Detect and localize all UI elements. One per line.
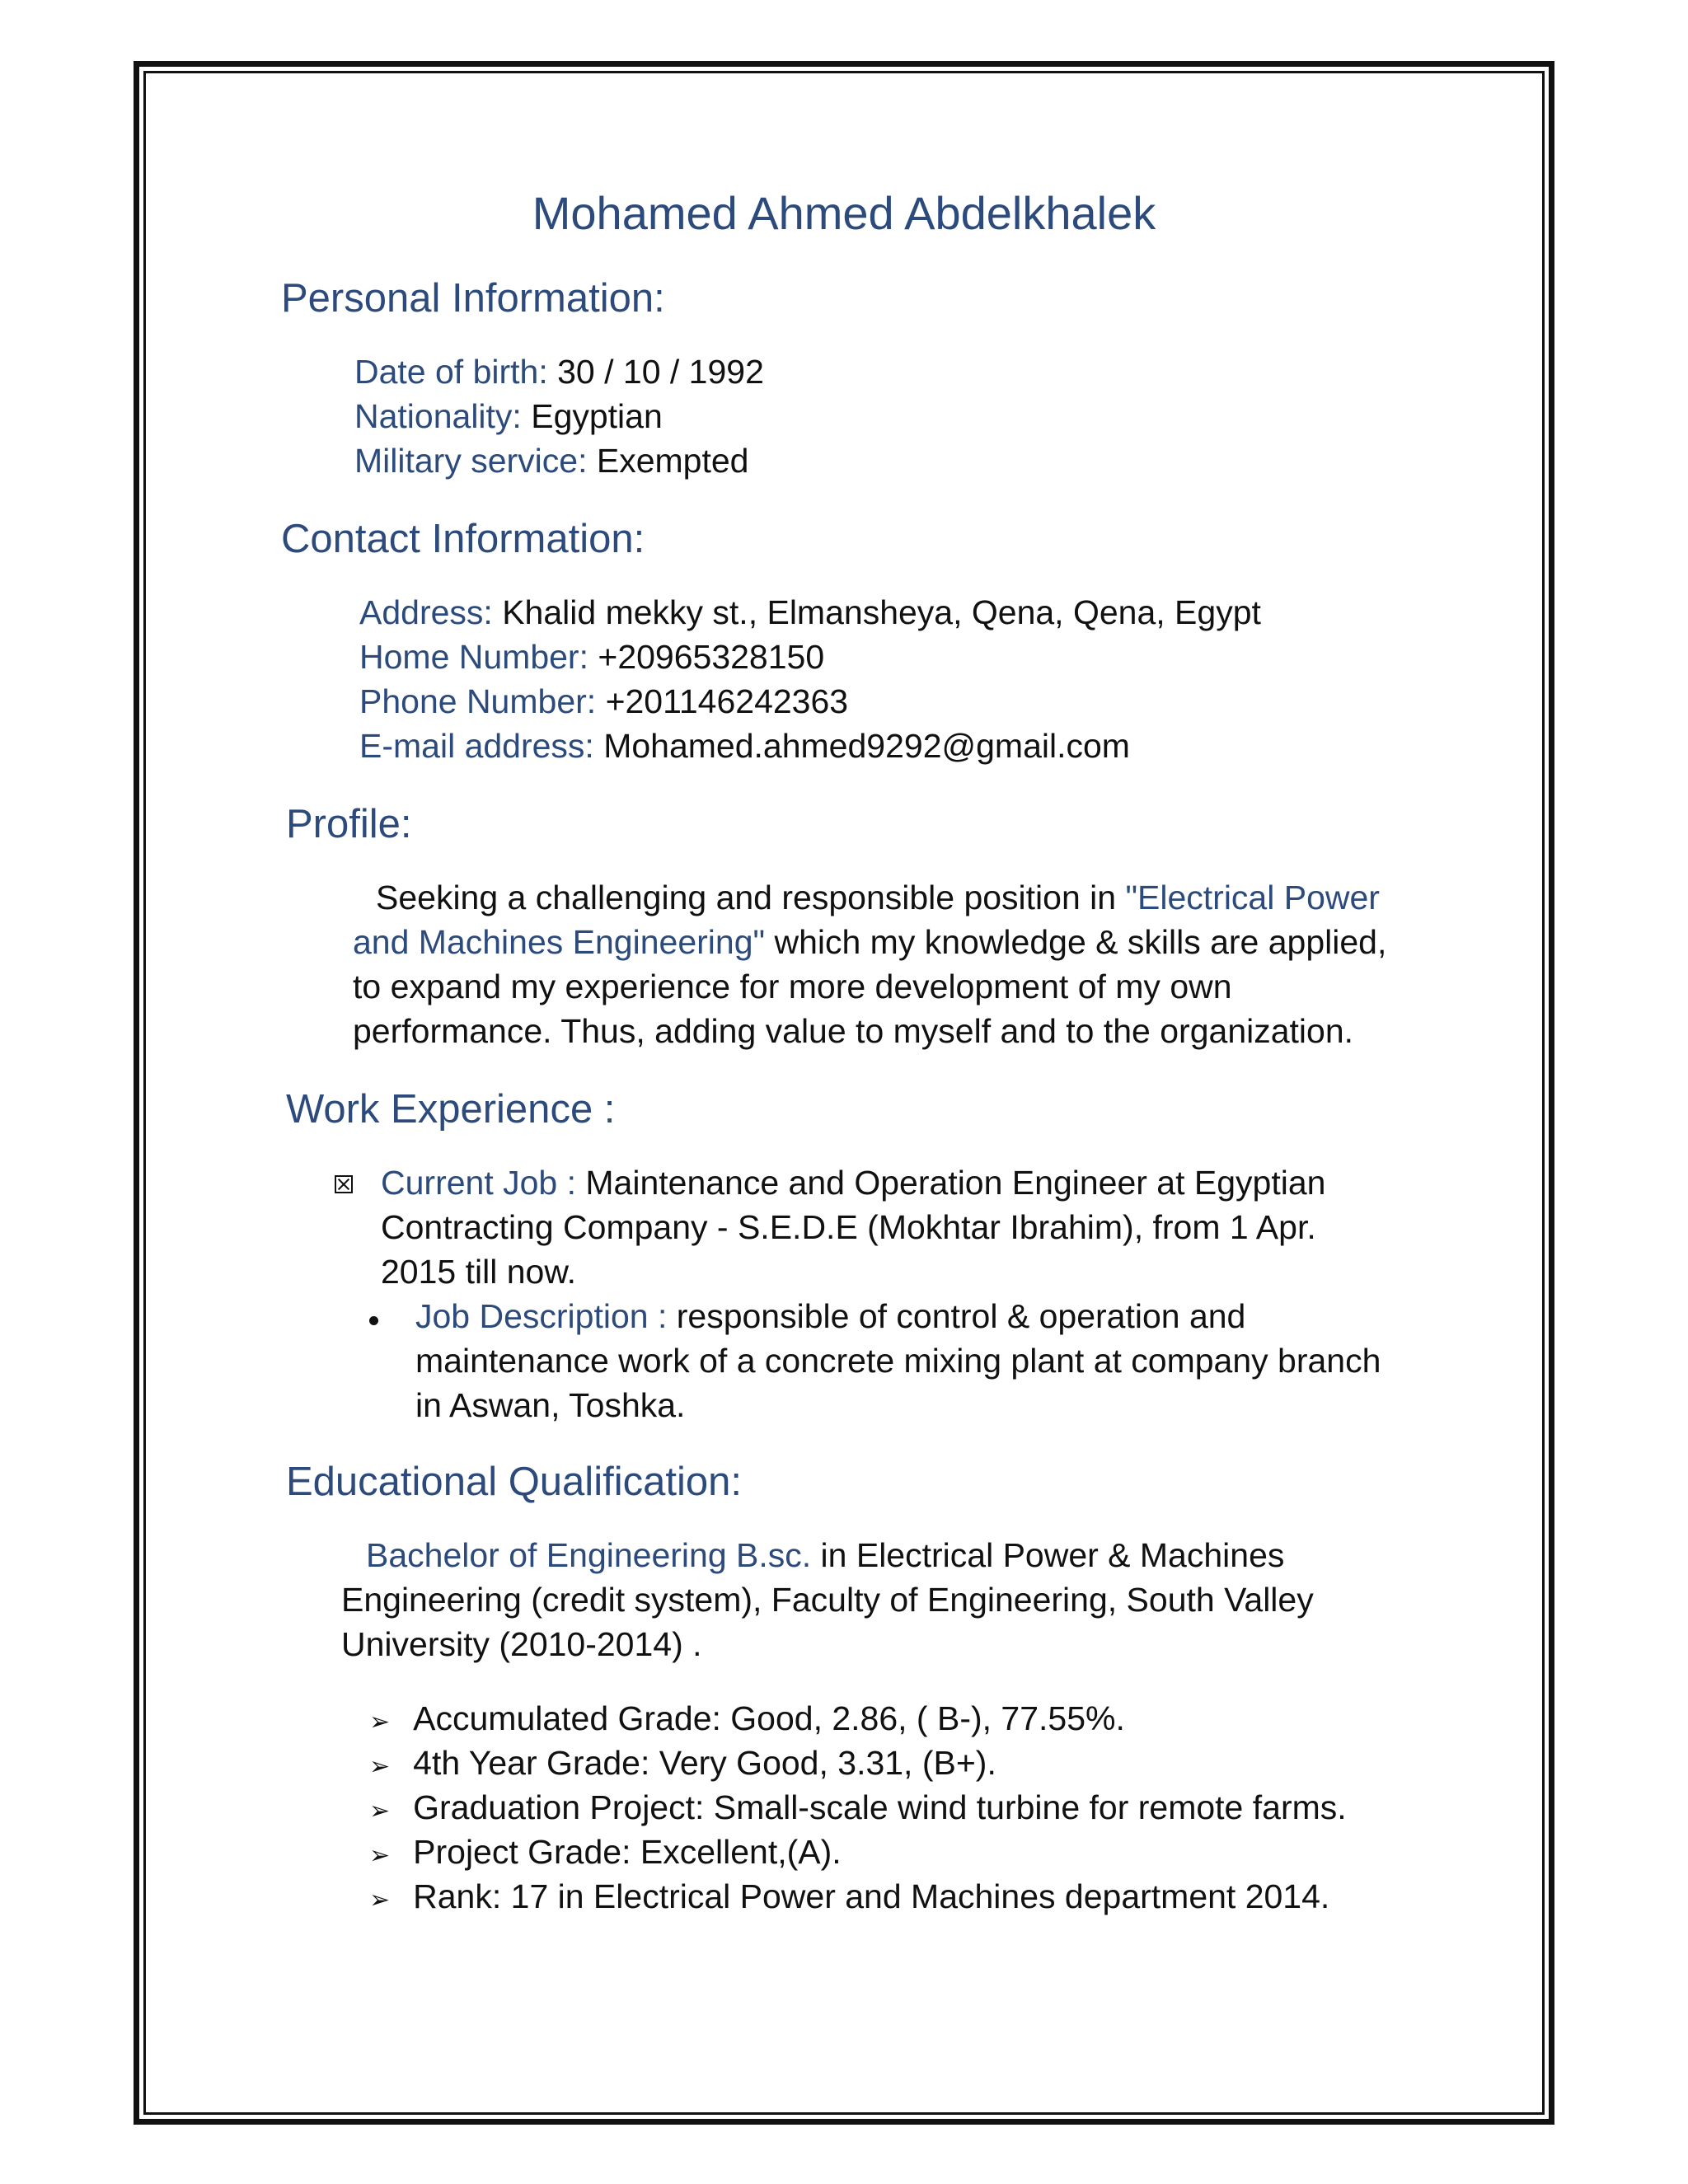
contact-heading: Contact Information: bbox=[281, 517, 645, 561]
education-bullet-1: 4th Year Grade: Very Good, 3.31, (B+). bbox=[413, 1744, 996, 1782]
arrow-bullet-icon: ➢ bbox=[369, 1797, 391, 1825]
work-heading: Work Experience : bbox=[286, 1087, 616, 1132]
current-job-text: Maintenance and Operation Engineer at Egyptian Contracting Company - S.E.D.E (Mokhtar Ibrahim), from 1 Apr. 2015 till now. bbox=[381, 1164, 1326, 1291]
current-job-label: Current Job : bbox=[381, 1164, 576, 1202]
email-label: E-mail address: bbox=[359, 727, 594, 765]
list-item bbox=[369, 1785, 1347, 1834]
contact-email bbox=[359, 724, 1130, 768]
education-bullet-0: Accumulated Grade: Good, 2.86, ( B-), 77.55%. bbox=[413, 1699, 1125, 1737]
personal-heading: Personal Information: bbox=[281, 276, 665, 321]
home-number-value: +20965328150 bbox=[588, 638, 825, 676]
personal-dob bbox=[354, 349, 764, 394]
home-number-label: Home Number: bbox=[359, 638, 588, 676]
address-value: Khalid mekky st., Elmansheya, Qena, Qena, Egypt bbox=[492, 593, 1261, 631]
personal-military bbox=[354, 438, 748, 483]
list-item bbox=[369, 1741, 996, 1789]
education-bullet-3: Project Grade: Excellent,(A). bbox=[413, 1833, 842, 1871]
nationality-value: Egyptian bbox=[521, 397, 663, 435]
list-item bbox=[369, 1830, 842, 1878]
address-label: Address: bbox=[359, 593, 493, 631]
arrow-bullet-icon: ➢ bbox=[369, 1842, 391, 1869]
job-description bbox=[415, 1294, 1396, 1427]
arrow-bullet-icon: ➢ bbox=[369, 1753, 391, 1780]
list-item bbox=[369, 1696, 1125, 1745]
degree-paragraph bbox=[341, 1533, 1380, 1666]
education-heading: Educational Qualification: bbox=[286, 1460, 742, 1504]
phone-number-value: +201146242363 bbox=[596, 682, 849, 720]
job-description-text: responsible of control & operation and maintenance work of a concrete mixing plant at company branch in Aswan, Toshka. bbox=[415, 1297, 1381, 1424]
education-bullet-4: Rank: 17 in Electrical Power and Machines department 2014. bbox=[413, 1877, 1330, 1915]
checkbox-bullet-icon bbox=[335, 1175, 353, 1197]
current-job bbox=[381, 1160, 1386, 1294]
nationality-label: Nationality: bbox=[354, 397, 522, 435]
contact-address bbox=[359, 590, 1261, 635]
arrow-bullet-icon: ➢ bbox=[369, 1886, 391, 1914]
contact-home-number bbox=[359, 635, 824, 679]
profile-text-after: which my knowledge & skills are applied, to expand my experience for more development of my own performance. Thus, adding value to myself and to the organization. bbox=[353, 923, 1387, 1050]
military-value: Exempted bbox=[587, 442, 749, 480]
contact-phone-number bbox=[359, 679, 848, 724]
personal-nationality bbox=[354, 394, 663, 438]
list-item bbox=[369, 1874, 1329, 1923]
phone-number-label: Phone Number: bbox=[359, 682, 597, 720]
military-label: Military service: bbox=[354, 442, 588, 480]
job-description-label: Job Description : bbox=[415, 1297, 668, 1335]
arrow-bullet-icon: ➢ bbox=[369, 1708, 391, 1736]
resume-name: Mohamed Ahmed Abdelkhalek bbox=[532, 187, 1156, 239]
dot-bullet-icon bbox=[369, 1315, 378, 1329]
education-bullet-2: Graduation Project: Small-scale wind turbine for remote farms. bbox=[413, 1788, 1347, 1826]
profile-heading: Profile: bbox=[286, 802, 412, 846]
profile-highlight: "Electrical Power and Machines Engineering" bbox=[353, 879, 1380, 961]
dob-label: Date of birth: bbox=[354, 353, 548, 391]
degree-text: in Electrical Power & Machines Engineering (credit system), Faculty of Engineering, South Valley University (2010-2014) . bbox=[341, 1536, 1314, 1663]
profile-text-before: Seeking a challenging and responsible position in bbox=[376, 879, 1126, 916]
dob-value: 30 / 10 / 1992 bbox=[547, 353, 764, 391]
profile-paragraph bbox=[353, 875, 1391, 1053]
email-value[interactable]: Mohamed.ahmed9292@gmail.com bbox=[593, 727, 1130, 765]
degree-label: Bachelor of Engineering B.sc. bbox=[366, 1536, 812, 1574]
